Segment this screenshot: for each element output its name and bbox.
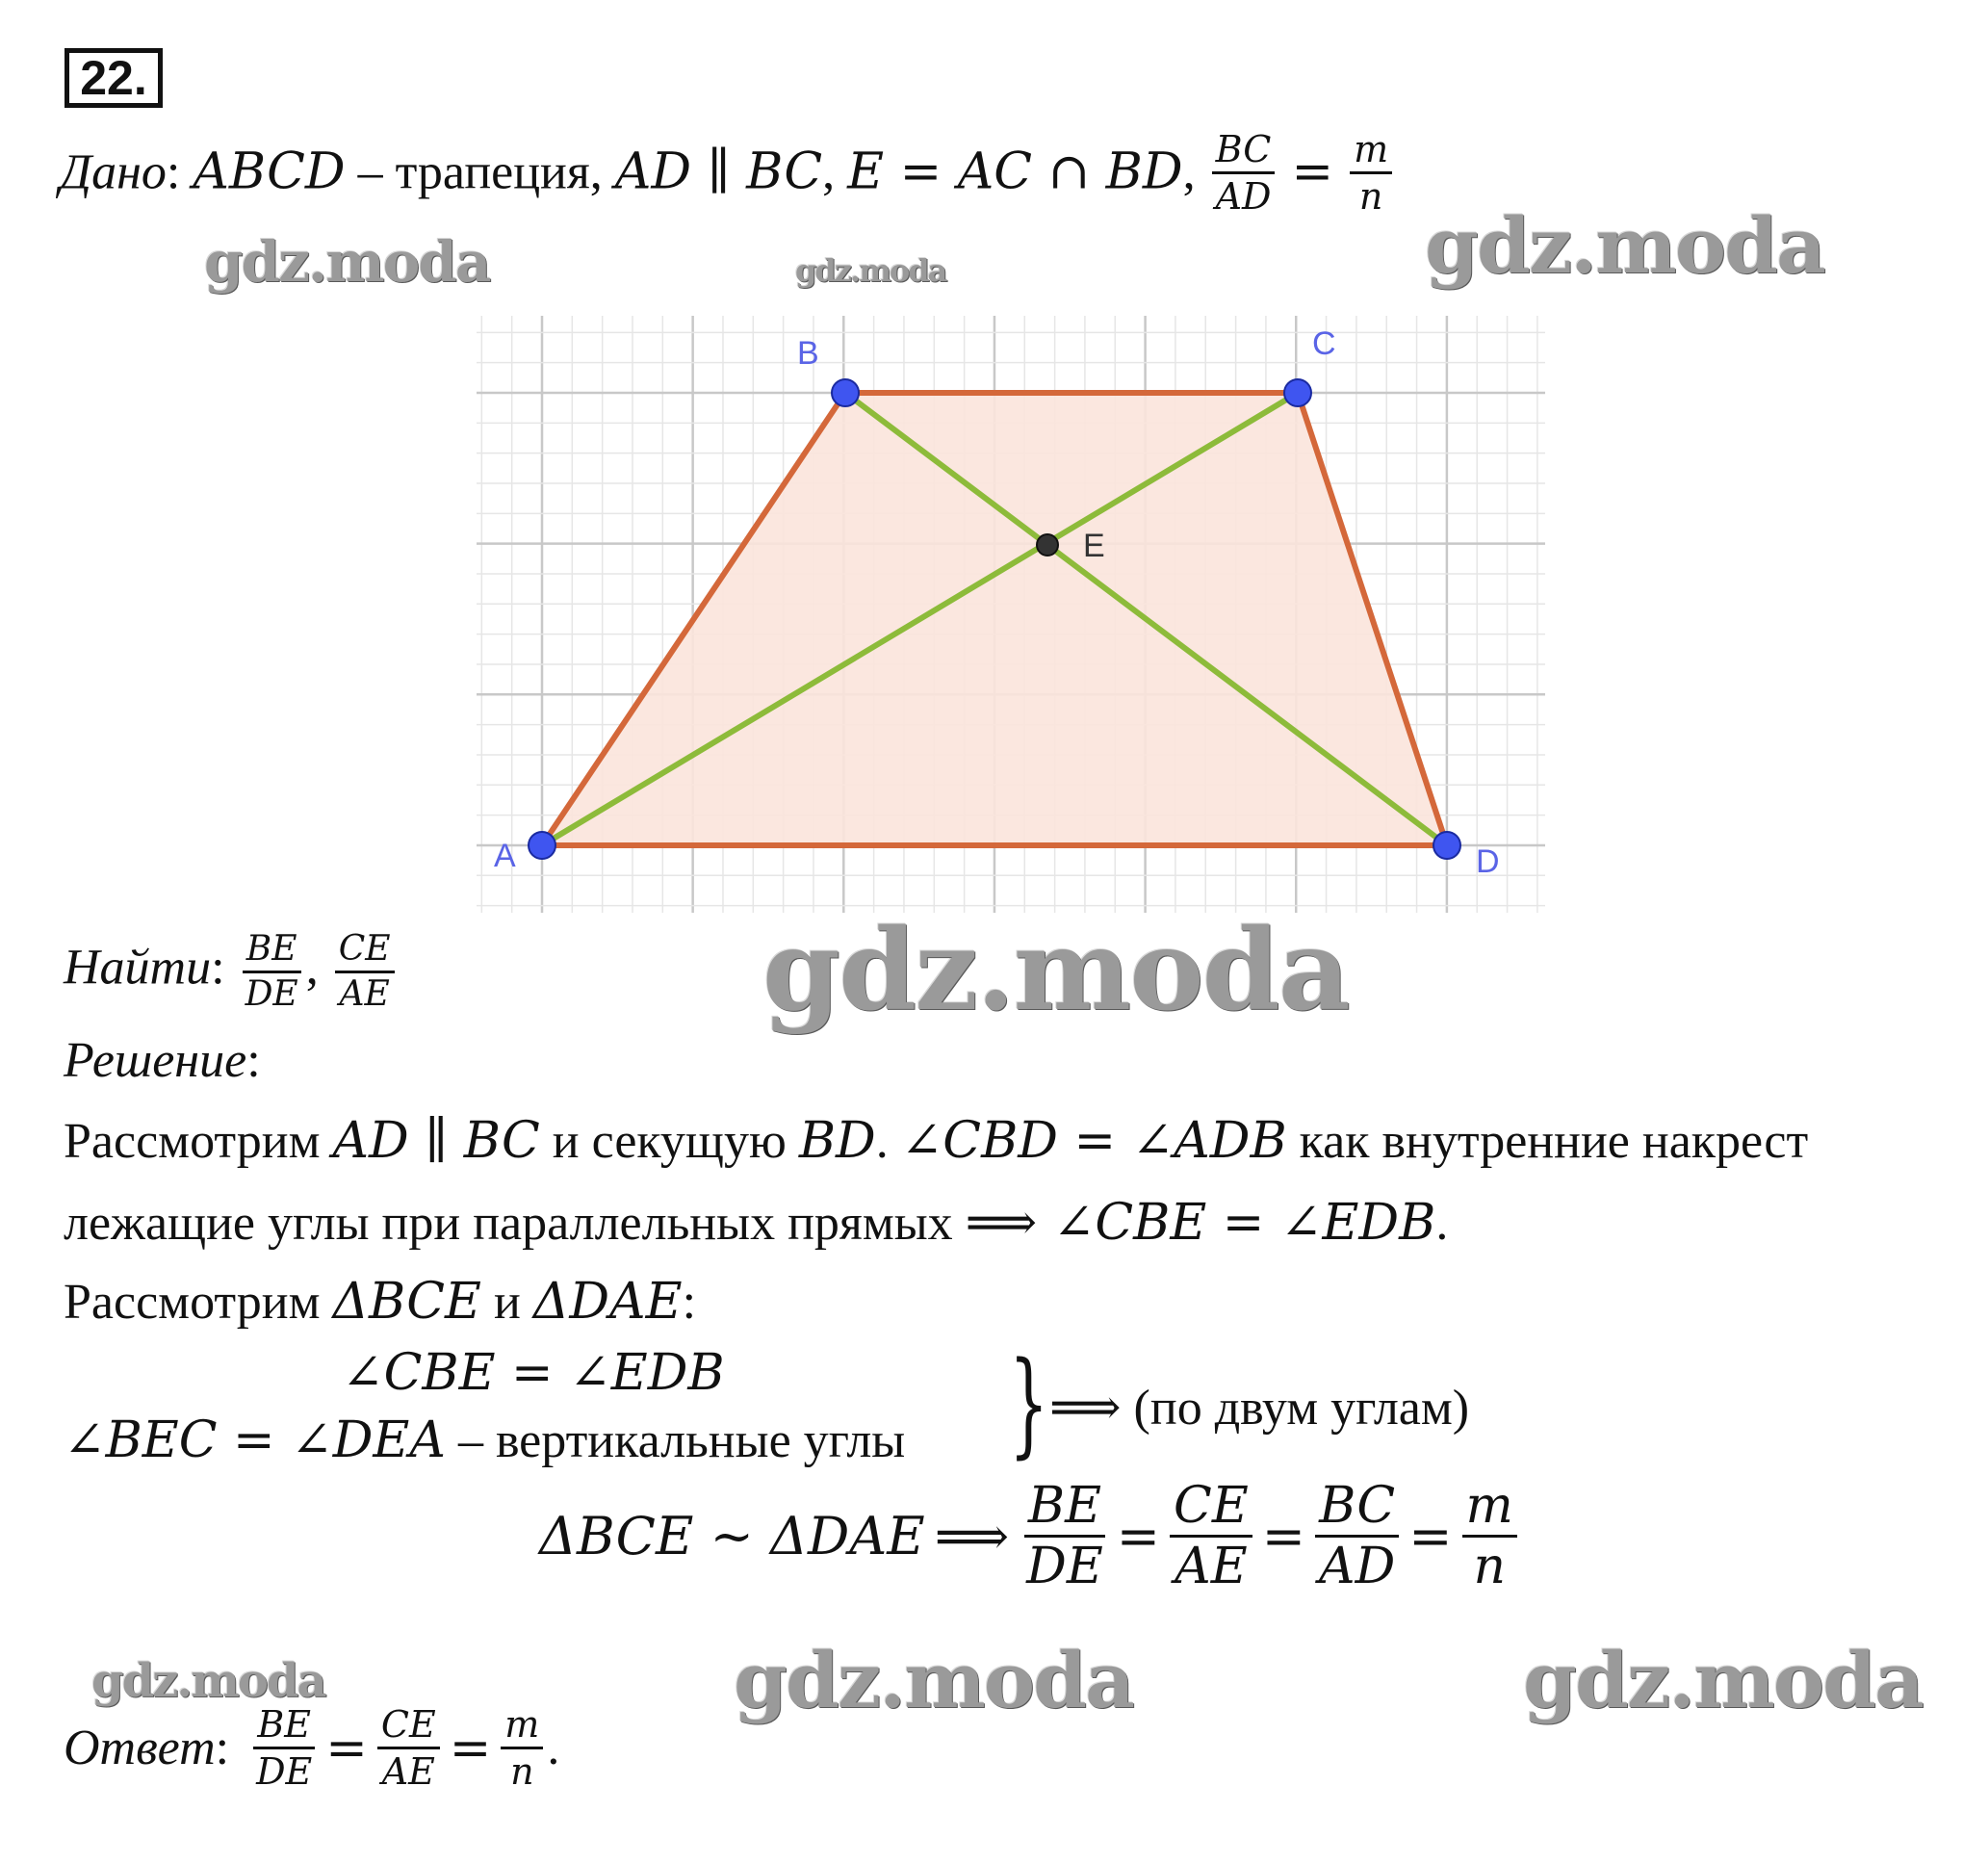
label-d: D: [1476, 843, 1500, 880]
similarity-line: ΔBCE ~ ΔDAE ⟹ $\frac{BE}{DE}$ = $\frac{CE}{AE}$ = $\frac{BC}{AD}$ = $\frac{m}{n}$: [539, 1481, 1521, 1592]
answer-fraction-be-de: $\frac{BE}{DE}$: [252, 1706, 316, 1790]
label-a: A: [494, 838, 516, 874]
given-dash-text: – трапеция,: [345, 144, 615, 200]
given-ratio: $\frac{BC}{AD}$: [1212, 131, 1276, 215]
system-brace: }: [1009, 1336, 1049, 1469]
answer-fraction-m-n: $\frac{m}{n}$: [501, 1706, 543, 1790]
label-c: C: [1312, 325, 1336, 362]
given-mn: $\frac{m}{n}$: [1350, 131, 1392, 215]
given-line: Дано: ABCD – трапеция, AD ∥ BC, E = AC ∩ BD, $\frac{BC}{AD}$ = $\frac{m}{n}$: [60, 135, 1396, 219]
point-d: [1433, 832, 1460, 859]
answer-line: Ответ : $\frac{BE}{DE}$ = $\frac{CE}{AE}$ = $\frac{m}{n}$ .: [64, 1703, 560, 1793]
sim-fraction-m-n: $\frac{m}{n}$: [1462, 1481, 1517, 1592]
sim-fraction-ce-ae: $\frac{CE}{AE}$: [1170, 1481, 1252, 1592]
system-conclusion: ⟹ (по двум углам): [1049, 1381, 1470, 1436]
watermark: gdz.moda: [762, 905, 1349, 1036]
trapezoid-figure: [477, 316, 1545, 913]
find-fraction-be-de: $\frac{BE}{DE}$: [242, 932, 302, 1012]
watermark: gdz.moda: [1523, 1635, 1923, 1725]
sim-fraction-be-de: $\frac{BE}{DE}$: [1022, 1481, 1107, 1592]
watermark: gdz.moda: [734, 1635, 1133, 1725]
answer-fraction-ce-ae: $\frac{CE}{AE}$: [377, 1706, 440, 1790]
task-number: 22.: [65, 48, 163, 108]
trapezoid-fill: [542, 393, 1447, 845]
given-intersection: E = AC ∩ BD: [847, 142, 1183, 201]
solution-line-2: лежащие углы при параллельных прямых ⟹ ∠CBE = ∠EDB.: [64, 1194, 1449, 1252]
point-a: [529, 832, 555, 859]
find-label: Найти: [64, 940, 212, 996]
point-c: [1284, 379, 1311, 406]
label-b: B: [797, 335, 819, 372]
watermark: gdz.moda: [795, 252, 946, 289]
given-figure: ABCD: [193, 142, 346, 201]
solution-label: Решение:: [64, 1033, 261, 1088]
find-fraction-ce-ae: $\frac{CE}{AE}$: [335, 932, 395, 1012]
point-b: [832, 379, 859, 406]
watermark: gdz.moda: [1425, 200, 1824, 291]
watermark: gdz.moda: [204, 229, 490, 295]
given-parallel: AD ∥ BC: [614, 142, 823, 201]
answer-label: Ответ: [64, 1721, 216, 1775]
system-line-1: ∠CBE = ∠EDB: [342, 1344, 725, 1402]
system-line-2: ∠BEC = ∠DEA – вертикальные углы: [64, 1411, 906, 1469]
find-line: Найти: $\frac{BE}{DE}$ , $\frac{CE}{AE}$: [64, 932, 399, 1012]
given-eq: =: [1291, 142, 1334, 201]
watermark: gdz.moda: [91, 1654, 325, 1708]
label-e: E: [1083, 528, 1105, 564]
given-label: Дано: [60, 144, 167, 200]
point-e: [1037, 534, 1058, 556]
sim-fraction-bc-ad: $\frac{BC}{AD}$: [1315, 1481, 1399, 1592]
solution-line-3: Рассмотрим ΔBCE и ΔDAE:: [64, 1273, 697, 1331]
solution-line-1: Рассмотрим AD ∥ BC и секущую BD. ∠CBD = ∠ADB как внутренние накрест: [64, 1112, 1809, 1170]
